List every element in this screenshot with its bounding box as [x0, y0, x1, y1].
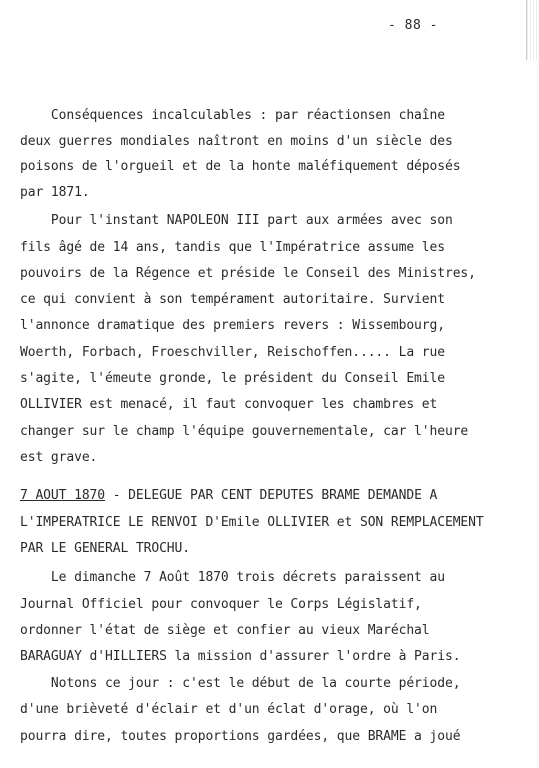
text-line: Woerth, Forbach, Froeschviller, Reischoffen..... La rue: [20, 345, 445, 360]
text-line: BARAGUAY d'HILLIERS la mission d'assurer l'ordre à Paris.: [20, 649, 461, 664]
page-number: - 88 -: [388, 18, 438, 33]
text-line: est grave.: [20, 450, 98, 465]
heading-line: L'IMPERATRICE LE RENVOI D'Emile OLLIVIER et SON REMPLACEMENT: [20, 515, 484, 530]
text-line: fils âgé de 14 ans, tandis que l'Impératrice assume les: [20, 240, 445, 255]
heading-line: PAR LE GENERAL TROCHU.: [20, 541, 190, 556]
text-line: Conséquences incalculables : par réactionsen chaîne: [20, 108, 445, 123]
text-line: poisons de l'orgueil et de la honte maléfiquement déposés: [20, 159, 461, 174]
page-edge: [526, 0, 539, 60]
text-line: ordonner l'état de siège et confier au vieux Maréchal: [20, 623, 430, 638]
heading-line: [20, 488, 437, 504]
text-line: pourra dire, toutes proportions gardées, que BRAME a joué: [20, 729, 461, 744]
text-line: Notons ce jour : c'est le début de la courte période,: [20, 676, 461, 691]
heading-date: 7 AOUT 1870: [20, 488, 105, 503]
text-line: Journal Officiel pour convoquer le Corps Législatif,: [20, 597, 422, 612]
text-line: pouvoirs de la Régence et préside le Conseil des Ministres,: [20, 266, 476, 281]
text-line: l'annonce dramatique des premiers revers : Wissembourg,: [20, 318, 445, 333]
text-line: s'agite, l'émeute gronde, le président du Conseil Emile: [20, 371, 445, 386]
text-line: changer sur le champ l'équipe gouvernementale, car l'heure: [20, 424, 469, 439]
text-line: d'une brièveté d'éclair et d'un éclat d'orage, où l'on: [20, 702, 438, 717]
text-line: ce qui convient à son tempérament autoritaire. Survient: [20, 292, 445, 307]
heading-text: - DELEGUE PAR CENT DEPUTES BRAME DEMANDE A: [105, 488, 438, 503]
text-line: Le dimanche 7 Août 1870 trois décrets paraissent au: [20, 570, 445, 585]
text-line: Pour l'instant NAPOLEON III part aux armées avec son: [20, 213, 453, 228]
text-line: deux guerres mondiales naîtront en moins d'un siècle des: [20, 134, 453, 149]
text-line: OLLIVIER est menacé, il faut convoquer les chambres et: [20, 397, 438, 412]
text-line: par 1871.: [20, 185, 90, 200]
